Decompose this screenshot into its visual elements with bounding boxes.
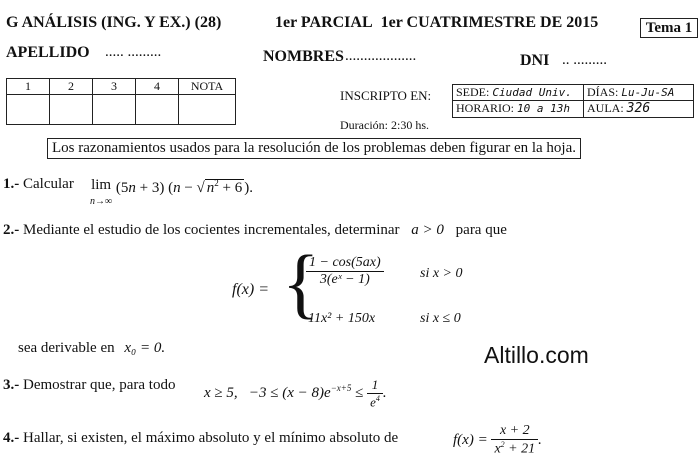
sede-value: Ciudad Univ. — [492, 86, 572, 99]
grade-header-1: 1 — [7, 79, 50, 95]
problem-2-text-after: para que — [455, 222, 507, 238]
sede-label: SEDE: — [456, 85, 490, 99]
derivable-math: x₀ = 0. — [124, 340, 166, 356]
piecewise-lhs: f(x) = — [232, 281, 269, 298]
dni-dots[interactable]: .. ......... — [562, 52, 607, 68]
grade-cell-nota[interactable] — [179, 95, 236, 125]
problem-3-text: Demostrar que, para todo — [23, 377, 176, 393]
nombres-dots[interactable]: ................... — [345, 48, 417, 64]
dni-label: DNI — [520, 52, 550, 69]
problem-2 — [3, 222, 507, 239]
grade-header-3: 3 — [93, 79, 136, 95]
horario-value: 10 a 13h — [517, 102, 570, 115]
term-label: CUATRIMESTRE DE 2015 — [406, 14, 599, 31]
problem-3 — [3, 377, 175, 394]
aula-value: 326 — [626, 101, 651, 116]
tema-box: Tema 1 — [640, 18, 698, 38]
inscripto-label: INSCRIPTO EN: — [340, 88, 432, 103]
problem-1 — [3, 176, 74, 193]
grades-table — [6, 78, 236, 125]
problem-3-math: x ≥ 5, $-3 \le (x - 8)e^{-x+5}$ ≤ $\frac{1}{e^4}$ . — [204, 377, 387, 410]
notice-box — [47, 138, 581, 159]
case-2-expression: 11x² + 150x — [308, 311, 376, 326]
grade-cell-1[interactable] — [7, 95, 50, 125]
grade-header-2: 2 — [50, 79, 93, 95]
problem-3-number: 3.- — [3, 377, 20, 393]
problem-4 — [3, 430, 398, 447]
case-2-condition: si x ≤ 0 — [420, 311, 461, 326]
case-1-denominator: 3(eˣ − 1) — [319, 272, 370, 287]
problem-4-number: 4.- — [3, 430, 20, 446]
exam-label: PARCIAL — [300, 14, 373, 31]
apellido-label: APELLIDO — [6, 44, 90, 61]
piecewise-brace: { — [282, 239, 320, 326]
problem-2-text: Mediante el estudio de los cocientes incrementales, determinar — [23, 222, 400, 238]
horario-label: HORARIO: — [456, 101, 515, 115]
term-ordinal: 1er — [380, 14, 403, 31]
problem-2-condition: a > 0 — [411, 222, 444, 238]
problem-1-number: 1.- — [3, 176, 20, 192]
watermark: Altillo.com — [484, 342, 589, 368]
limit-symbol: lim n→∞ — [90, 177, 113, 207]
aula-label: AULA: — [587, 101, 624, 115]
dias-value: Lu-Ju-SA — [621, 86, 675, 99]
grade-cell-3[interactable] — [93, 95, 136, 125]
grade-header-nota: NOTA — [179, 79, 236, 95]
exam-ordinal: 1er — [275, 14, 297, 31]
problem-4-math: f(x) = $\frac{x + 2}{x^2 + 21}$ . — [453, 423, 542, 457]
aula-cell — [584, 101, 693, 117]
dias-cell — [584, 85, 693, 101]
grade-cell-2[interactable] — [50, 95, 93, 125]
dias-label: DÍAS: — [587, 85, 619, 99]
case-1-fraction — [306, 255, 384, 288]
piecewise-case-1 — [306, 255, 384, 288]
notice-text: Los razonamientos usados para la resolución de los problemas deben figurar en la hoja. — [52, 140, 576, 156]
nombres-label: NOMBRES — [263, 48, 344, 65]
exam-title — [275, 14, 598, 32]
problem-1-math: lim n→∞ (5n + 3) (n − √ $n^2 + 6$ ). — [90, 177, 254, 207]
derivable-text: sea derivable en — [18, 340, 115, 356]
horario-cell — [453, 101, 584, 117]
sede-cell — [453, 85, 584, 101]
problem-4-text: Hallar, si existen, el máximo absoluto y el mínimo absoluto de — [23, 430, 399, 446]
apellido-dots[interactable]: ..... ......... — [105, 44, 162, 60]
grade-cell-4[interactable] — [136, 95, 179, 125]
case-1-numerator: 1 − cos(5ax) — [306, 255, 384, 272]
derivable-line — [18, 340, 165, 357]
case-1-condition: si x > 0 — [420, 266, 463, 281]
grade-header-4: 4 — [136, 79, 179, 95]
inscription-box — [452, 84, 694, 118]
duration: Duración: 2:30 hs. — [340, 118, 429, 132]
problem-1-text: Calcular — [23, 176, 74, 192]
course-title: G ANÁLISIS (ING. Y EX.) (28) — [6, 14, 222, 31]
problem-2-number: 2.- — [3, 222, 20, 238]
